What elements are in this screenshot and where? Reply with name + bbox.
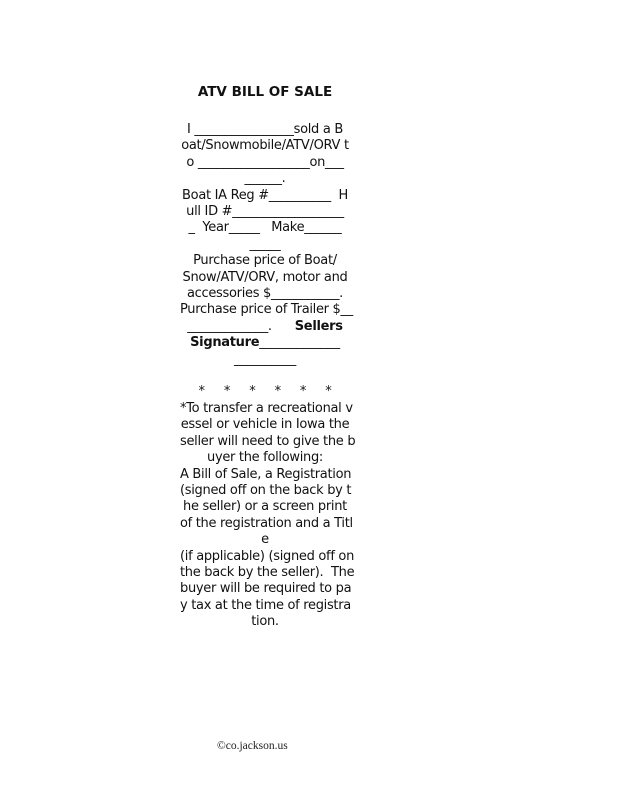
text-segment: Purchase price of Trailer $__	[180, 302, 353, 318]
text-line	[180, 483, 350, 499]
text-segment: A Bill of Sale, a Registration	[180, 466, 352, 482]
text-line	[180, 499, 350, 515]
text-segment: __________	[233, 351, 296, 367]
text-segment: o __________________on___	[186, 154, 344, 170]
text-segment: he seller) or a screen print	[183, 499, 347, 515]
text-segment: e	[261, 532, 269, 548]
document-text	[180, 122, 356, 631]
text-line	[180, 515, 353, 532]
text-line	[180, 155, 350, 171]
text-line	[180, 467, 350, 483]
text-line	[180, 368, 350, 384]
text-segment: Boat IA Reg #__________ H	[182, 187, 348, 203]
text-segment: Purchase price of Boat/	[193, 253, 337, 269]
text-line	[180, 384, 350, 400]
text-segment: ______.	[244, 171, 286, 187]
text-segment: accessories $___________.	[186, 286, 344, 302]
text-segment: y tax at the time of registra	[180, 597, 351, 613]
text-segment: essel or vehicle in Iowa the	[180, 417, 350, 433]
text-segment: oat/Snowmobile/ATV/ORV t	[181, 138, 349, 154]
text-line	[180, 302, 353, 318]
text-line	[180, 270, 350, 286]
text-segment: _____	[249, 236, 281, 252]
text-line	[180, 138, 350, 154]
text-line	[180, 417, 350, 433]
text-line	[180, 614, 350, 630]
text-line	[180, 188, 350, 204]
text-line	[180, 237, 350, 253]
text-line	[180, 581, 350, 597]
text-segment: _ Year_____ Make______	[188, 220, 342, 236]
text-line	[180, 204, 350, 220]
text-line	[180, 253, 350, 269]
text-segment: of the registration and a Titl	[180, 515, 353, 531]
text-segment: seller will need to give the b	[180, 433, 356, 449]
text-segment: _____________.	[187, 318, 295, 334]
text-segment: the back by the seller). The	[180, 564, 355, 580]
text-segment: uyer the following:	[207, 450, 323, 466]
text-line	[180, 548, 355, 565]
text-line	[180, 122, 350, 138]
text-line	[180, 564, 355, 581]
text-segment: *To transfer a recreational v	[180, 400, 353, 416]
text-segment: I ________________sold a B	[187, 122, 343, 137]
text-line	[180, 400, 353, 417]
text-segment: buyer will be required to pa	[180, 581, 352, 597]
text-segment: ull ID #__________________	[186, 204, 344, 220]
text-segment: Snow/ATV/ORV, motor and	[182, 269, 348, 285]
text-line	[180, 171, 350, 187]
text-line	[180, 433, 356, 450]
text-segment-bold: Sellers	[294, 318, 343, 334]
text-line	[180, 598, 350, 614]
document-title: ATV BILL OF SALE	[197, 84, 333, 100]
text-line	[180, 532, 350, 548]
text-line	[180, 352, 350, 368]
text-line	[180, 220, 350, 236]
footer-copyright: ©co.jackson.us	[217, 740, 288, 752]
text-line	[180, 450, 350, 466]
text-line	[180, 319, 350, 335]
text-segment: * * * * * *	[198, 384, 332, 400]
text-segment: (if applicable) (signed off on	[180, 548, 355, 564]
text-segment: _____________	[259, 335, 340, 351]
text-segment: tion.	[251, 614, 279, 630]
text-segment: (signed off on the back by t	[180, 482, 352, 498]
text-segment-bold: Signature	[190, 335, 260, 351]
text-line	[180, 335, 350, 351]
text-line	[180, 286, 350, 302]
